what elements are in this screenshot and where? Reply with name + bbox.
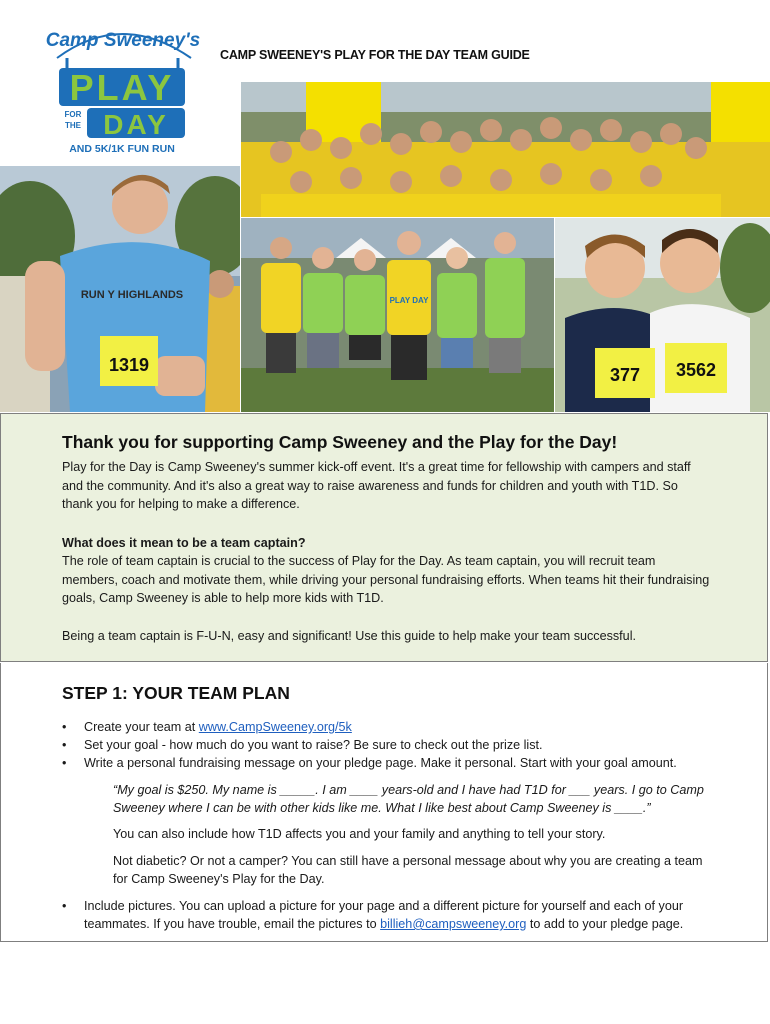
bullet-text: Create your team at bbox=[84, 720, 199, 734]
example-message-quote: “My goal is $250. My name is _____. I am ____ years-old and I have had T1D for ___ years. I go to Camp Sweeney where I can be with other kids like me. What I like best about Camp Sweeney is ____.” bbox=[113, 783, 704, 815]
logo-day: DAY bbox=[103, 109, 169, 140]
bullet-text: Write a personal fundraising message on your pledge page. Make it personal. Start with your goal amount. bbox=[84, 756, 677, 770]
bullet-text: Include pictures. You can upload a picture for your page and a different picture for yourself and each of your teammates. If you have trouble, email the pictures to bbox=[84, 899, 684, 931]
captain-question: What does it mean to be a team captain? bbox=[62, 536, 306, 550]
step1-heading: STEP 1: YOUR TEAM PLAN bbox=[62, 683, 290, 703]
runner-bib-number: 1319 bbox=[108, 355, 150, 375]
photo-runner bbox=[0, 166, 240, 412]
captain-paragraph: The role of team captain is crucial to the success of Play for the Day. As team captain, you will recruit team members, coach and motivate them, while driving your personal fundraising efforts. When teams hit their fundraising goals, Camp Sweeney is able to help more kids with T1D. bbox=[62, 554, 710, 605]
t1d-story-tip: You can also include how T1D affects you and your family and anything to tell your story. bbox=[113, 827, 606, 841]
photo-group bbox=[241, 82, 770, 217]
not-diabetic-tip: Not diabetic? Or not a camper? You can still have a personal message about why you are creating a team for Camp Sweeney's Play for the Day. bbox=[113, 854, 703, 886]
bullet-icon: • bbox=[62, 756, 67, 770]
logo-for: FOR bbox=[64, 110, 82, 119]
kid-bib-2: 3562 bbox=[675, 360, 717, 380]
runner-shirt-text: RUN Y HIGHLANDS bbox=[80, 289, 184, 301]
intro-paragraph: Play for the Day is Camp Sweeney's summer kick-off event. It's a great time for fellowship with campers and staff and the community. And it's also a great way to raise awareness and funds for children and youth with T1D. So thank you for helping to make a difference. bbox=[62, 460, 691, 511]
document-title: CAMP SWEENEY'S PLAY FOR THE DAY TEAM GUIDE bbox=[220, 48, 530, 62]
email-link[interactable]: billieh@campsweeney.org bbox=[380, 917, 527, 931]
photo-kids bbox=[555, 218, 770, 412]
fun-paragraph: Being a team captain is F-U-N, easy and significant! Use this guide to help make your team successful. bbox=[62, 629, 636, 643]
counselor-shirt-text: PLAY DAY bbox=[389, 296, 429, 305]
logo-tagline: AND 5K/1K FUN RUN bbox=[69, 143, 175, 155]
intro-heading: Thank you for supporting Camp Sweeney and the Play for the Day! bbox=[62, 432, 618, 452]
bullet-icon: • bbox=[62, 899, 67, 913]
logo-play: PLAY bbox=[69, 67, 175, 108]
bullet-text: Set your goal - how much do you want to raise? Be sure to check out the prize list. bbox=[84, 738, 543, 752]
bullet-text-suffix: to add to your pledge page. bbox=[526, 917, 684, 931]
logo-camp-sweeneys: Camp Sweeney's bbox=[45, 30, 200, 51]
kid-bib-1: 377 bbox=[609, 365, 641, 385]
logo-the: THE bbox=[65, 121, 81, 130]
bullet-icon: • bbox=[62, 738, 67, 752]
camp-sweeney-logo bbox=[45, 18, 200, 158]
team-signup-link[interactable]: www.CampSweeney.org/5k bbox=[198, 720, 352, 734]
bullet-icon: • bbox=[62, 720, 67, 734]
photo-counselors bbox=[241, 218, 554, 412]
logo-graphic bbox=[45, 18, 200, 158]
